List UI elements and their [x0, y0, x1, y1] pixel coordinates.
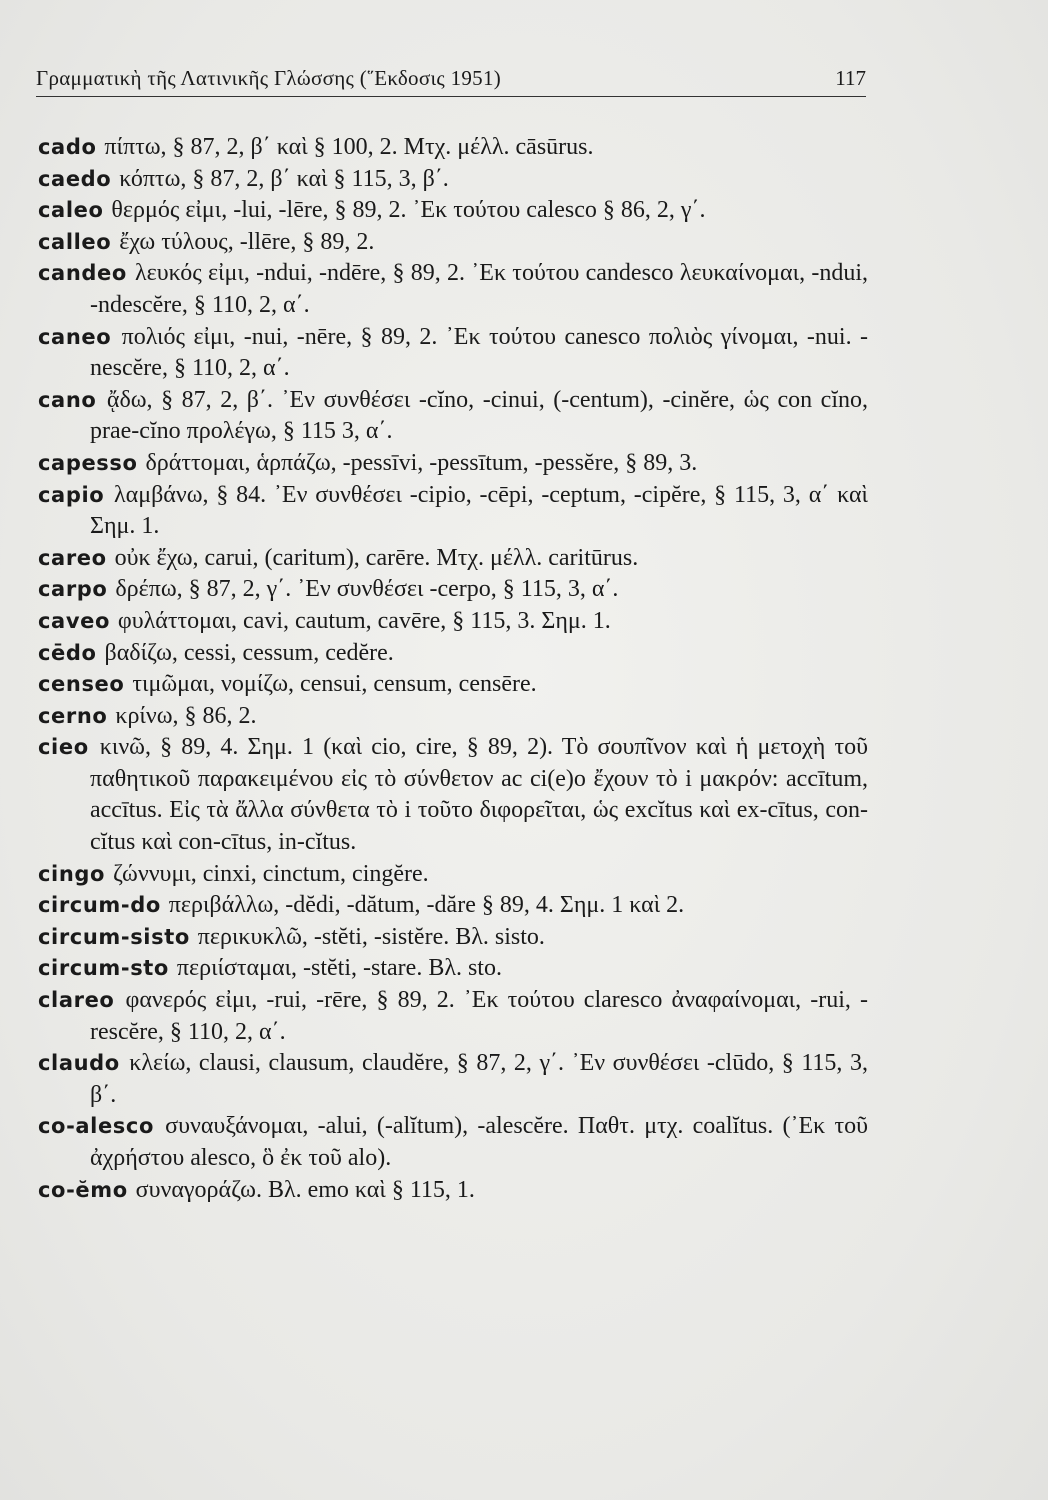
entry-text: πολιός εἰμι, -nui, -nēre, § 89, 2. ᾿Εκ τούτου canesco πολιὸς γίνομαι, -nui. -nescĕre, § 110, 2, α΄.	[90, 323, 868, 382]
dictionary-entry	[38, 953, 868, 985]
dictionary-entry	[38, 258, 868, 321]
entry-lemma: careo	[38, 545, 107, 570]
entry-lemma: capesso	[38, 450, 138, 475]
page-number: 117	[835, 66, 866, 90]
entry-text: λαμβάνω, § 84. ᾿Εν συνθέσει -cipio, -cēpi, -ceptum, -cipĕre, § 115, 3, α΄ καὶ Σημ. 1.	[90, 481, 868, 540]
entry-text: ζώννυμι, cinxi, cinctum, cingĕre.	[112, 860, 429, 887]
dictionary-entry	[38, 385, 868, 448]
entry-lemma: cieo	[38, 735, 89, 760]
dictionary-entry	[38, 1111, 868, 1174]
dictionary-entry	[38, 1048, 868, 1111]
entry-text: κινῶ, § 89, 4. Σημ. 1 (καὶ cio, cire, § 89, 2). Τὸ σουπῖνον καὶ ἡ μετοχὴ τοῦ παθητικοῦ παρακειμένου εἰς τὸ σύνθετον ac ci(e)o ἔχουν τὸ i μακρόν: accītum, accītus. Εἰς τὰ ἄλλα σύνθετα τὸ i τοῦτο διφορεῖται, ὡς excĭtus καὶ ex-cītus, con-cĭtus καὶ con-cītus, in-cĭtus.	[90, 734, 868, 856]
entry-text: φυλάττομαι, cavi, cautum, cavēre, § 115, 3. Σημ. 1.	[117, 607, 611, 634]
entry-text: δρέπω, § 87, 2, γ΄. ᾿Εν συνθέσει -cerpo, § 115, 3, α΄.	[115, 576, 619, 603]
entry-lemma: cingo	[38, 861, 106, 886]
entry-lemma: circum-sisto	[38, 924, 190, 949]
entry-lemma: cēdo	[38, 640, 97, 665]
entry-text: κρίνω, § 86, 2.	[115, 702, 257, 729]
entry-text: δράττομαι, ἁρπάζω, -pessīvi, -pessītum, -pessĕre, § 89, 3.	[145, 449, 698, 476]
dictionary-entry	[38, 890, 868, 922]
dictionary-entry	[38, 1175, 868, 1207]
entry-text: πίπτω, § 87, 2, β΄ καὶ § 100, 2. Μτχ. μέλλ. cāsūrus.	[104, 134, 594, 160]
dictionary-entry	[38, 132, 868, 164]
entry-lemma: censeo	[38, 672, 125, 697]
dictionary-entry	[38, 638, 868, 670]
entry-lemma: cano	[38, 387, 97, 412]
entry-lemma: co-ĕmo	[38, 1177, 128, 1202]
dictionary-entry	[38, 164, 868, 196]
entry-lemma: caleo	[38, 198, 104, 223]
dictionary-entry	[38, 543, 868, 575]
entry-text: συναυξάνομαι, -alui, (-alĭtum), -alescĕre. Παθτ. μτχ. coalĭtus. (᾿Εκ τοῦ ἀχρήστου alesco, ὃ ἐκ τοῦ alo).	[90, 1113, 868, 1171]
entry-lemma: cado	[38, 135, 97, 159]
entry-text: κόπτω, § 87, 2, β΄ καὶ § 115, 3, β΄.	[119, 165, 449, 192]
dictionary-entry	[38, 732, 868, 858]
entry-lemma: capio	[38, 482, 105, 507]
entry-text: φανερός εἰμι, -rui, -rēre, § 89, 2. ᾿Εκ τούτου claresco ἀναφαίνομαι, -rui, -rescĕre, § 110, 2, α΄.	[90, 987, 868, 1045]
entry-text: συναγοράζω. Βλ. emo καὶ § 115, 1.	[135, 1176, 475, 1203]
entry-text: λευκός εἰμι, -ndui, -ndēre, § 89, 2. ᾿Εκ τούτου candesco λευκαίνομαι, -ndui, -ndescĕre, § 110, 2, α΄.	[90, 260, 868, 318]
dictionary-entry	[38, 701, 868, 733]
dictionary-entry	[38, 448, 868, 480]
dictionary-entry	[38, 574, 868, 606]
entry-lemma: caveo	[38, 608, 110, 633]
dictionary-entry	[38, 195, 868, 227]
entry-text: περιίσταμαι, -stĕti, -stare. Βλ. sto.	[176, 955, 502, 982]
entry-lemma: circum-do	[38, 893, 161, 918]
dictionary-entry	[38, 480, 868, 543]
entry-lemma: clareo	[38, 988, 115, 1013]
entry-text: οὐκ ἔχω, carui, (caritum), carēre. Μτχ. μέλλ. caritūrus.	[114, 544, 639, 571]
entry-lemma: circum-sto	[38, 956, 169, 981]
entry-lemma: claudo	[38, 1051, 120, 1076]
dictionary-entry	[38, 985, 868, 1048]
entry-text: τιμῶμαι, νομίζω, censui, censum, censēre.	[132, 671, 537, 698]
running-header	[36, 62, 866, 97]
dictionary-entry	[38, 227, 868, 259]
header-title: Γραμματικὴ τῆς Λατινικῆς Γλώσσης (῞Εκδοσις 1951)	[36, 66, 502, 90]
entry-lemma: calleo	[38, 229, 112, 254]
dictionary-entry	[38, 922, 868, 954]
entry-lemma: caneo	[38, 324, 112, 349]
entry-lemma: co-alesco	[38, 1114, 154, 1139]
entry-text: θερμός εἰμι, -lui, -lēre, § 89, 2. ᾿Εκ τούτου calesco § 86, 2, γ΄.	[111, 197, 706, 224]
entry-lemma: caedo	[38, 166, 112, 191]
dictionary-entry	[38, 322, 868, 385]
entry-text: περιβάλλω, -dĕdi, -dătum, -dăre § 89, 4. Σημ. 1 καὶ 2.	[168, 892, 685, 919]
dictionary-entry	[38, 859, 868, 891]
entry-lemma: candeo	[38, 261, 127, 286]
entry-text: περικυκλῶ, -stĕti, -sistĕre. Βλ. sisto.	[197, 923, 545, 950]
dictionary-entry	[38, 669, 868, 701]
entry-lemma: carpo	[38, 577, 108, 602]
entry-text: ᾄδω, § 87, 2, β΄. ᾿Εν συνθέσει -cĭno, -cinui, (-centum), -cinĕre, ὡς con cĭno, prae-cĭno προλέγω, § 115 3, α΄.	[90, 386, 868, 445]
entry-lemma: cerno	[38, 703, 108, 728]
entry-text: βαδίζω, cessi, cessum, cedĕre.	[104, 639, 394, 666]
dictionary-entries	[38, 132, 868, 1206]
dictionary-entry	[38, 606, 868, 638]
entry-text: ἔχω τύλους, -llēre, § 89, 2.	[119, 228, 375, 255]
entry-text: κλείω, clausi, clausum, claudĕre, § 87, 2, γ΄. ᾿Εν συνθέσει -clūdo, § 115, 3, β΄.	[90, 1050, 868, 1108]
